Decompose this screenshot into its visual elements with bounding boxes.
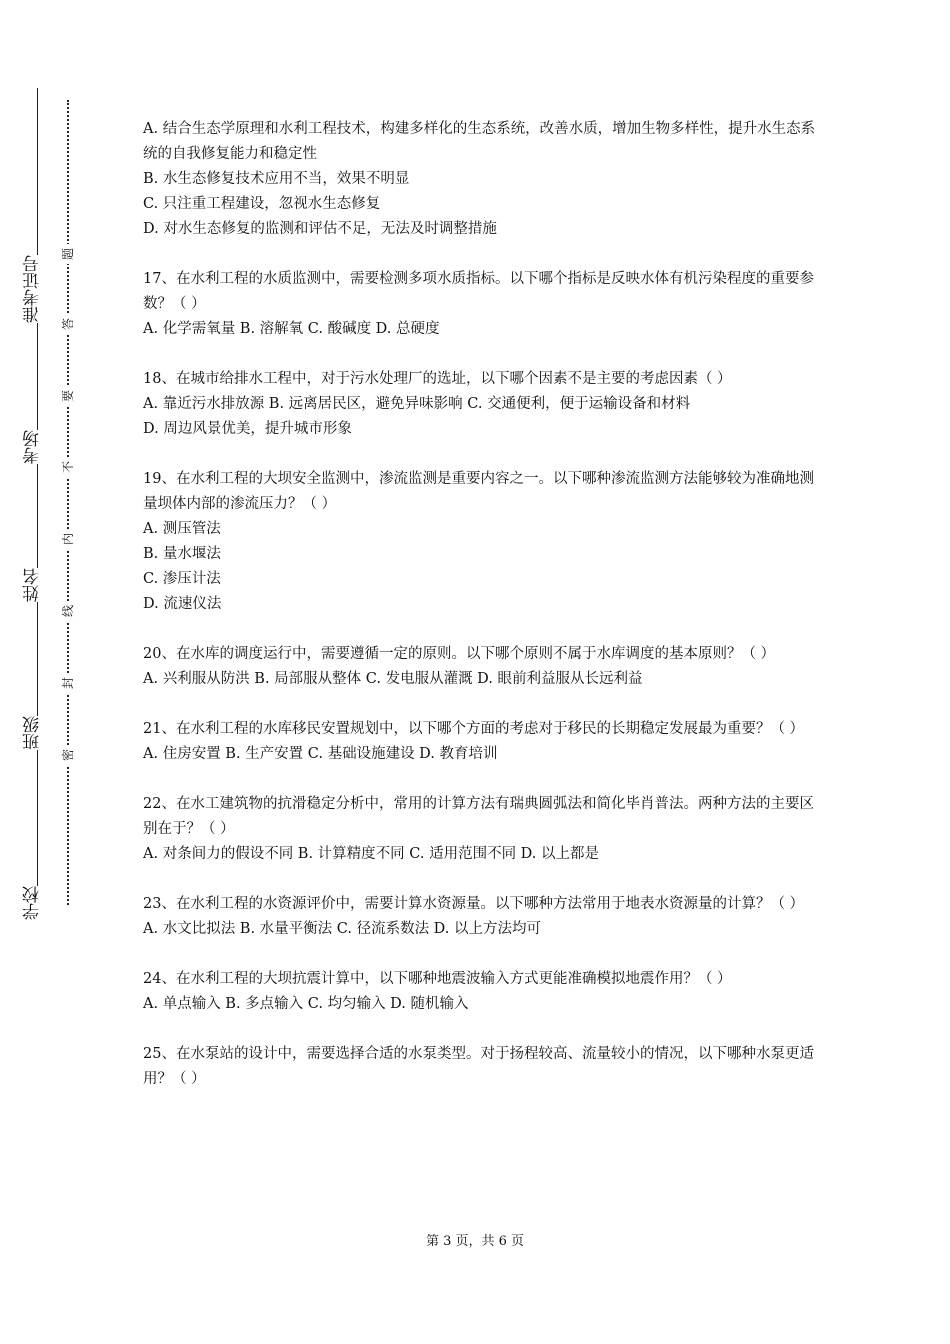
seal-char: 内	[59, 529, 77, 549]
question-20	[143, 642, 823, 692]
seal-char: 封	[59, 673, 77, 693]
question-19	[143, 467, 823, 617]
seal-char: 要	[59, 386, 77, 406]
option-text: A. 兴利服从防洪 B. 局部服从整体 C. 发电服从灌溉 D. 眼前利益服从长远利益	[143, 671, 643, 687]
option-text: A. 测压管法	[143, 521, 221, 537]
question-stem: 24、在水利工程的大坝抗震计算中，以下哪种地震波输入方式更能准确模拟地震作用？（ ）	[143, 971, 732, 987]
option-text: B. 量水堰法	[143, 546, 221, 562]
option-text: C. 只注重工程建设，忽视水生态修复	[143, 196, 381, 212]
seal-char: 密	[59, 745, 77, 765]
field-name-label: 姓名	[18, 568, 48, 602]
question-stem: 17、在水利工程的水质监测中，需要检测多项水质指标。以下哪个指标是反映水体有机污染程度的重要参数？（ ）	[143, 271, 814, 312]
question-stem: 23、在水利工程的水资源评价中，需要计算水资源量。以下哪种方法常用于地表水资源量的计算？（ ）	[143, 896, 805, 912]
question-25	[143, 1042, 823, 1092]
option-text: A. 对条间力的假设不同 B. 计算精度不同 C. 适用范围不同 D. 以上都是	[143, 846, 600, 862]
seal-char: 线	[59, 601, 77, 621]
field-class-label: 班级	[18, 716, 48, 750]
option-text: D. 对水生态修复的监测和评估不足，无法及时调整措施	[143, 221, 497, 237]
field-exam-number-label: 准考证号	[18, 255, 48, 323]
question-stem: 22、在水工建筑物的抗滑稳定分析中，常用的计算方法有瑞典圆弧法和简化毕肖普法。两种方法的主要区别在于？（ ）	[143, 796, 814, 837]
field-exam-room-label: 考场	[18, 430, 48, 464]
question-stem: 18、在城市给排水工程中，对于污水处理厂的选址，以下哪个因素不是主要的考虑因素（ ）	[143, 371, 732, 387]
option-text: A. 结合生态学原理和水利工程技术，构建多样化的生态系统，改善水质，增加生物多样性，提升水生态系统的自我修复能力和稳定性	[143, 121, 816, 162]
page-footer: 第 3 页，共 6 页	[425, 1234, 525, 1249]
field-school-label: 学校	[18, 886, 48, 920]
seal-char: 答	[59, 314, 77, 334]
option-text: C. 渗压计法	[143, 571, 221, 587]
seal-char: 题	[59, 244, 77, 264]
question-content	[143, 117, 823, 1092]
question-23	[143, 892, 823, 942]
question-24	[143, 967, 823, 1017]
option-text: D. 周边风景优美，提升城市形象	[143, 421, 352, 437]
question-18	[143, 367, 823, 442]
question-stem: 25、在水泵站的设计中，需要选择合适的水泵类型。对于扬程较高、流量较小的情况，以下哪种水泵更适用？（ ）	[143, 1046, 814, 1087]
question-17	[143, 267, 823, 342]
option-text: A. 化学需氧量 B. 溶解氧 C. 酸碱度 D. 总硬度	[143, 321, 440, 337]
seal-char: 不	[59, 457, 77, 477]
option-text: A. 单点输入 B. 多点输入 C. 均匀输入 D. 随机输入	[143, 996, 469, 1012]
question-stem: 19、在水利工程的大坝安全监测中，渗流监测是重要内容之一。以下哪种渗流监测方法能够较为准确地测量坝体内部的渗流压力？（ ）	[143, 471, 814, 512]
option-text: A. 住房安置 B. 生产安置 C. 基础设施建设 D. 教育培训	[143, 746, 498, 762]
question-stem: 21、在水利工程的水库移民安置规划中，以下哪个方面的考虑对于移民的长期稳定发展最为重要？（ ）	[143, 721, 805, 737]
binding-dotted-line	[67, 100, 69, 905]
binding-solid-line	[37, 88, 38, 910]
option-text: A. 靠近污水排放源 B. 远离居民区，避免异味影响 C. 交通便利，便于运输设备和材料	[143, 396, 691, 412]
question-stem: 20、在水库的调度运行中，需要遵循一定的原则。以下哪个原则不属于水库调度的基本原则？（ ）	[143, 646, 776, 662]
option-text: B. 水生态修复技术应用不当，效果不明显	[143, 171, 410, 187]
question-21	[143, 717, 823, 767]
option-text: A. 水文比拟法 B. 水量平衡法 C. 径流系数法 D. 以上方法均可	[143, 921, 542, 937]
option-text: D. 流速仪法	[143, 596, 222, 612]
question-22	[143, 792, 823, 867]
previous-question-options	[143, 117, 823, 242]
